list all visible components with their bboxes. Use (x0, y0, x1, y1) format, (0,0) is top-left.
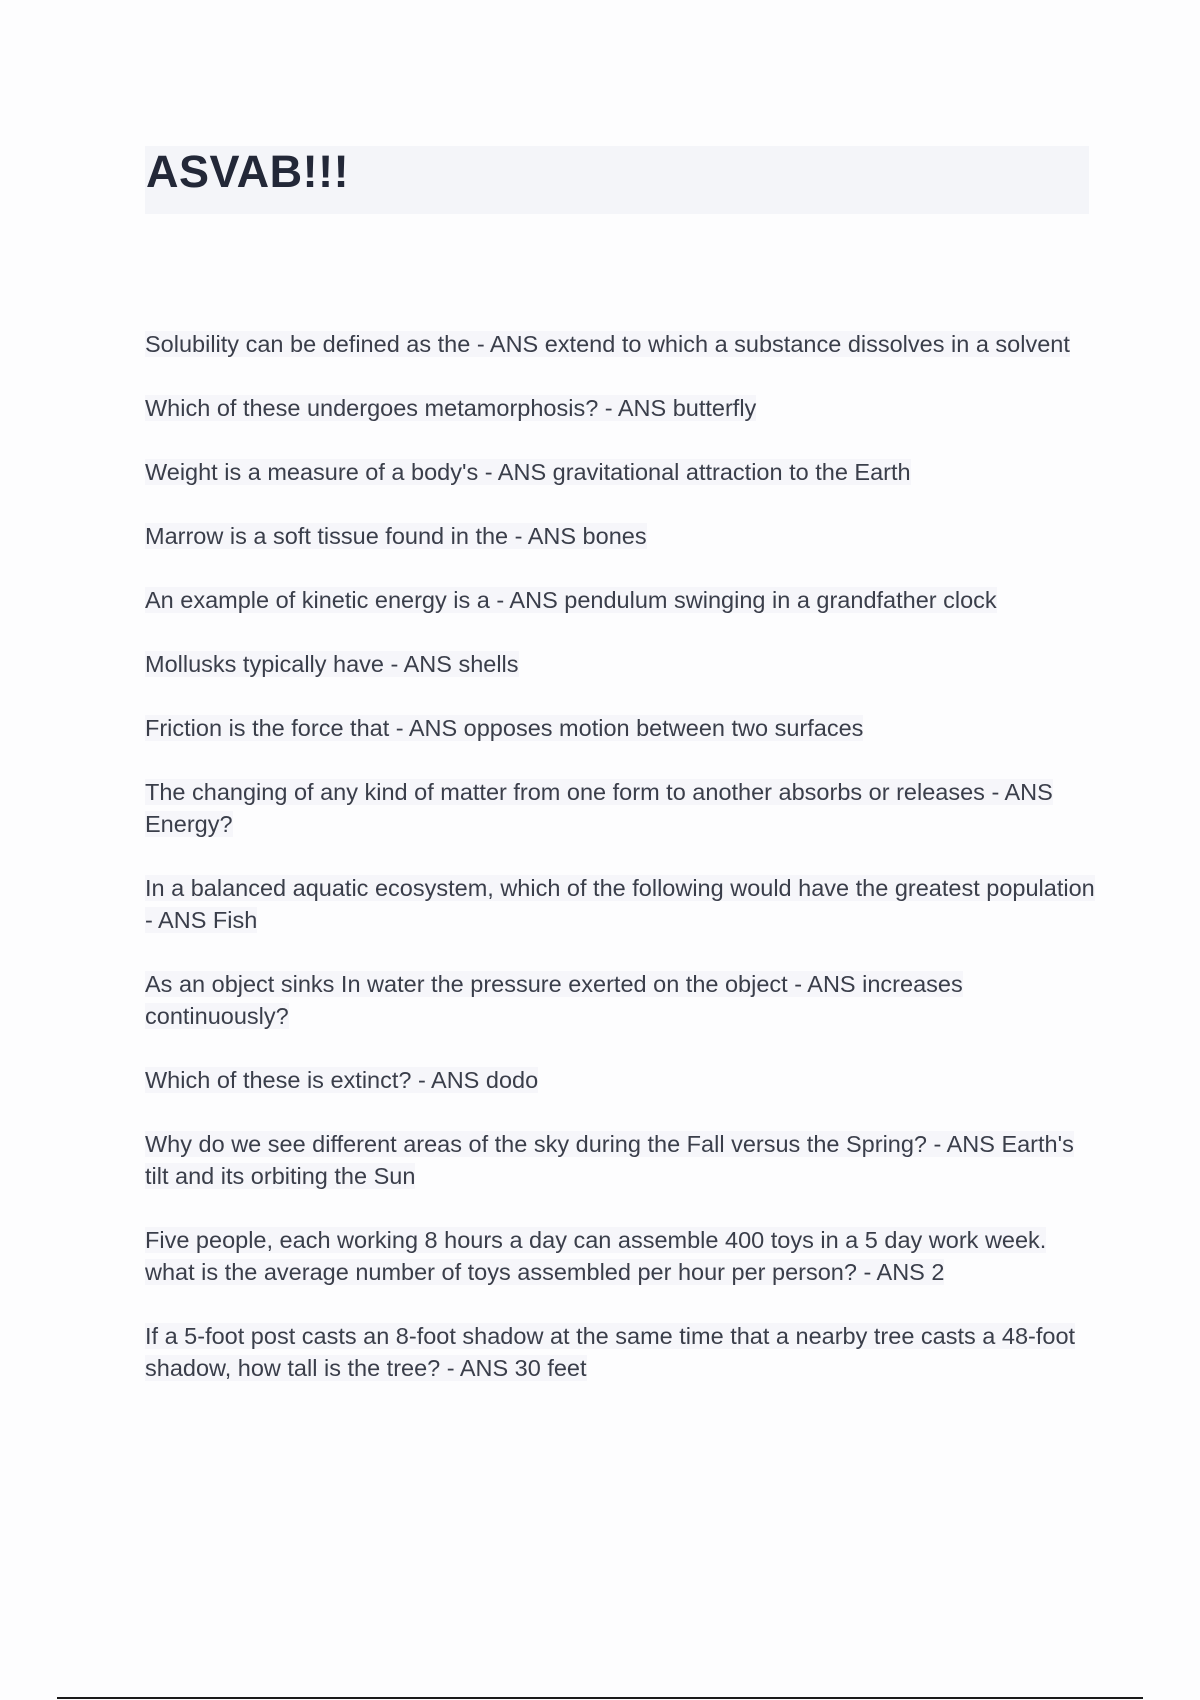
list-item (145, 520, 1095, 552)
qa-text: If a 5-foot post casts an 8-foot shadow at the same time that a nearby tree casts a 48-foot shadow, how tall is the tree? - ANS 30 feet (145, 1323, 1076, 1381)
list-item (145, 968, 1095, 1032)
qa-text: An example of kinetic energy is a - ANS pendulum swinging in a grandfather clock (145, 587, 997, 613)
list-item (145, 328, 1095, 360)
qa-text: Weight is a measure of a body's - ANS gravitational attraction to the Earth (145, 459, 911, 485)
qa-text: Which of these undergoes metamorphosis? - ANS butterfly (145, 395, 757, 421)
list-item (145, 712, 1095, 744)
list-item (145, 1128, 1095, 1192)
qa-text: In a balanced aquatic ecosystem, which of the following would have the greatest population - ANS Fish (145, 875, 1095, 933)
list-item (145, 456, 1095, 488)
list-item (145, 1064, 1095, 1096)
list-item (145, 1320, 1095, 1384)
qa-text: As an object sinks In water the pressure exerted on the object - ANS increases continuously? (145, 971, 963, 1029)
footer-divider (57, 1697, 1143, 1699)
qa-text: Five people, each working 8 hours a day can assemble 400 toys in a 5 day work week. what is the average number of toys assembled per hour per person? - ANS 2 (145, 1227, 1047, 1285)
list-item (145, 776, 1095, 840)
page-title: ASVAB!!! (146, 146, 350, 197)
qa-text: Which of these is extinct? - ANS dodo (145, 1067, 539, 1093)
qa-text: The changing of any kind of matter from one form to another absorbs or releases - ANS Energy? (145, 779, 1053, 837)
list-item (145, 584, 1095, 616)
list-item (145, 872, 1095, 936)
qa-text: Why do we see different areas of the sky during the Fall versus the Spring? - ANS Earth's tilt and its orbiting the Sun (145, 1131, 1074, 1189)
list-item (145, 392, 1095, 424)
list-item (145, 1224, 1095, 1288)
list-item (145, 648, 1095, 680)
question-answer-list (145, 328, 1095, 1416)
qa-text: Friction is the force that - ANS opposes motion between two surfaces (145, 715, 864, 741)
qa-text: Mollusks typically have - ANS shells (145, 651, 519, 677)
qa-text: Marrow is a soft tissue found in the - ANS bones (145, 523, 647, 549)
qa-text: Solubility can be defined as the - ANS extend to which a substance dissolves in a solvent (145, 331, 1070, 357)
